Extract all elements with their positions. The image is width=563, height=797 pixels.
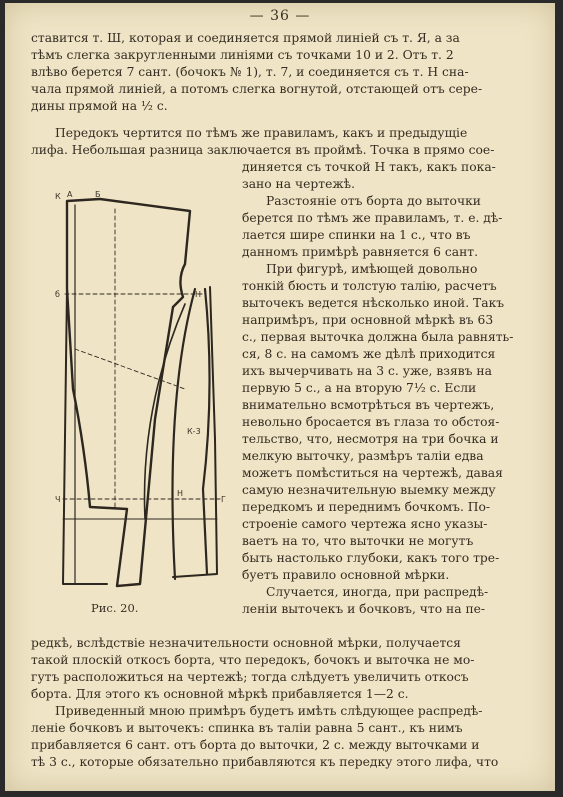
text-line: буетъ правило основной мѣрки. xyxy=(242,568,450,582)
text-line: мелкую выточку, размѣръ таліи едва xyxy=(242,449,484,463)
text-line: диняется съ точкой Н такъ, какъ пока- xyxy=(242,160,496,174)
text-line: Приведенный мною примѣръ будетъ имѣть слѣдующее распредѣ- xyxy=(55,704,483,718)
text-line: быть настолько глубоки, какъ того тре- xyxy=(242,551,500,565)
text-line: Передокъ чертится по тѣмъ же правиламъ, какъ и предыдущіе xyxy=(55,126,468,140)
bodice-pattern-diagram xyxy=(45,189,233,609)
text-line: гутъ расположиться на чертежѣ; тогда слѣдуетъ увеличить откосъ xyxy=(31,670,469,684)
label-k3: К-3 xyxy=(187,427,201,436)
diagonal-guide xyxy=(75,349,185,389)
top-paragraph xyxy=(31,30,533,115)
text-line: Случается, иногда, при распредѣ- xyxy=(266,585,489,599)
text-line: выточекъ ведется нѣсколько иной. Такъ xyxy=(242,296,505,310)
text-line: напримѣръ, при основной мѣркѣ въ 63 xyxy=(242,313,494,327)
text-line: чала прямой линіей, а потомъ слегка вогнутой, отстающей отъ сере- xyxy=(31,82,483,96)
text-line: лифа. Небольшая разница заключается въ проймѣ. Точка в прямо сое- xyxy=(31,143,495,157)
text-line: невольно бросается въ глаза то обстоя- xyxy=(242,415,500,429)
front-outline xyxy=(67,199,190,586)
text-line: При фигурѣ, имѣющей довольно xyxy=(266,262,478,276)
text-line: передкомъ и переднимъ бочкомъ. По- xyxy=(242,500,491,514)
text-line: самую незначительную выемку между xyxy=(242,483,496,497)
text-line: редкѣ, вслѣдствіе незначительности основной мѣрки, получается xyxy=(31,636,461,650)
dart-curve xyxy=(145,304,186,519)
book-page xyxy=(5,3,555,791)
text-line: ся, 8 с. на самомъ же дѣлѣ приходится xyxy=(242,347,496,361)
bottom-paragraph xyxy=(31,635,533,771)
second-paragraph xyxy=(31,125,533,159)
text-line: данномъ примѣрѣ равняется 6 сант. xyxy=(242,245,479,259)
text-line: влѣво берется 7 сант. (бочокъ № 1), т. 7, и соединяется съ т. Н сна- xyxy=(31,65,469,79)
text-line: зано на чертежѣ. xyxy=(242,177,355,191)
text-line: внимательно всмотрѣться въ чертежъ, xyxy=(242,398,495,412)
pattern-drawing-figure xyxy=(45,189,233,609)
text-line: ихъ вычерчивать на 3 с. уже, взявъ на xyxy=(242,364,492,378)
label-ch: Ч xyxy=(55,495,61,504)
text-line: ставится т. Ш, которая и соединяется прямой линіей съ т. Я, а за xyxy=(31,31,460,45)
text-line: прибавляется 6 сант. отъ борта до выточки, 2 с. между выточками и xyxy=(31,738,480,752)
label-k: К xyxy=(55,192,61,201)
text-line: можетъ помѣститься на чертежѣ, давая xyxy=(242,466,503,480)
label-b: Б xyxy=(95,190,101,199)
text-line: Разстояніе отъ борта до выточки xyxy=(266,194,481,208)
text-line: с., первая выточка должна была равнять- xyxy=(242,330,514,344)
text-line: борта. Для этого къ основной мѣркѣ прибавляется 1—2 с. xyxy=(31,687,409,701)
text-line: ваетъ на то, что выточки не могутъ xyxy=(242,534,474,548)
label-b-small: б xyxy=(55,290,60,299)
right-column-text xyxy=(242,159,536,618)
text-line: леніе бочковъ и выточекъ: спинка въ таліи равна 5 сант., къ нимъ xyxy=(31,721,463,735)
text-line: дины прямой на ½ с. xyxy=(31,99,168,113)
label-g: Г xyxy=(221,495,226,504)
text-line: тонкій бюсть и толстую талію, расчетъ xyxy=(242,279,497,293)
text-line: лается шире спинки на 1 с., что въ xyxy=(242,228,471,242)
text-line: первую 5 с., а на вторую 7½ с. Если xyxy=(242,381,477,395)
text-line: берется по тѣмъ же правиламъ, т. е. дѣ- xyxy=(242,211,503,225)
dart-2 xyxy=(203,289,210,574)
text-line: такой плоскій откосъ борта, что передокъ, бочокъ и выточка не мо- xyxy=(31,653,475,667)
label-n: Н xyxy=(195,290,202,299)
label-n-waist: Н xyxy=(177,489,184,498)
figure-caption: Рис. 20. xyxy=(91,601,139,615)
text-line: тѣ 3 с., которые обязательно прибавляются къ передку этого лифа, что xyxy=(31,755,499,769)
text-line: тѣмъ слегка закругленными линіями съ точками 10 и 2. Отъ т. 2 xyxy=(31,48,454,62)
page-number: — 36 — xyxy=(249,8,311,24)
text-line: тельство, что, несмотря на три бочка и xyxy=(242,432,499,446)
text-line: строеніе самого чертежа ясно указы- xyxy=(242,517,488,531)
label-a: А xyxy=(67,190,73,199)
text-line: леніи выточекъ и бочковъ, что на пе- xyxy=(242,602,486,616)
